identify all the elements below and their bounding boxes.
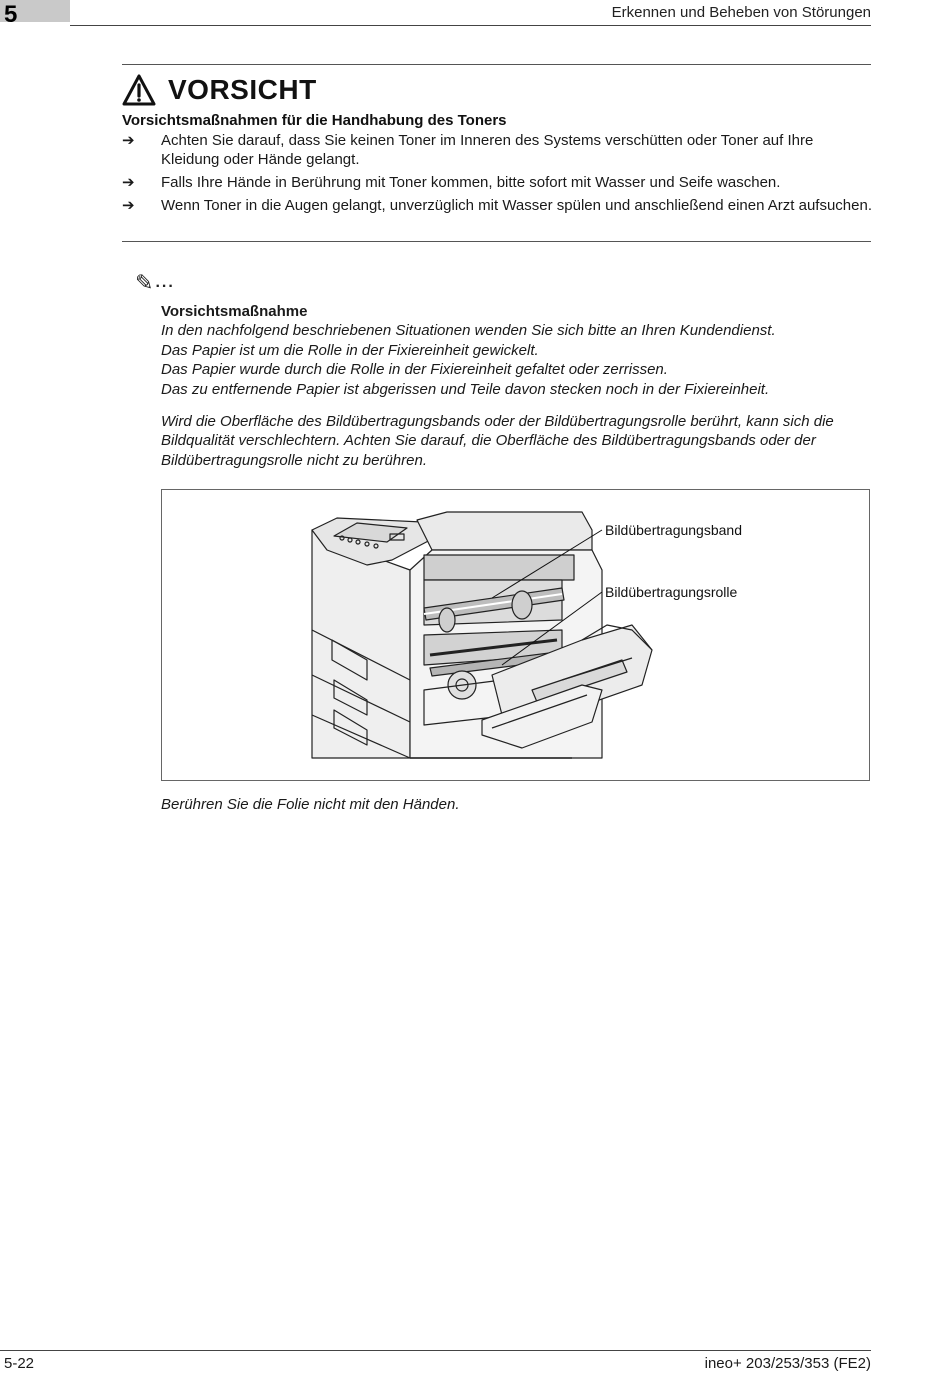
header-divider	[70, 25, 871, 26]
caution-bullet	[122, 173, 872, 192]
arrow-icon: ➔	[122, 197, 135, 214]
printer-illustration	[162, 490, 869, 780]
caution-title: VORSICHT	[168, 74, 317, 105]
callout-transfer-roller: Bildübertragungsrolle	[605, 584, 738, 600]
arrow-icon: ➔	[122, 132, 135, 149]
note-heading: Vorsichtsmaßnahme	[161, 303, 308, 320]
caution-bullet-text: Wenn Toner in die Augen gelangt, unverzüglich mit Wasser spülen und anschließend einen Arzt aufsuchen.	[161, 197, 872, 214]
arrow-icon: ➔	[122, 174, 135, 191]
note-line: Das Papier ist um die Rolle in der Fixiereinheit gewickelt.	[161, 342, 539, 359]
product-name: ineo+ 203/253/353 (FE2)	[704, 1355, 871, 1372]
note-paragraph-line: Bildübertragungsrolle nicht zu berühren.	[161, 452, 427, 469]
footer-divider	[0, 1350, 871, 1351]
chapter-number: 5	[4, 1, 18, 28]
page-number: 5-22	[4, 1355, 35, 1372]
pencil-note-icon	[135, 270, 175, 296]
note-line: In den nachfolgend beschriebenen Situationen wenden Sie sich bitte an Ihren Kundendienst.	[161, 322, 776, 339]
note-paragraph-line: Wird die Oberfläche des Bildübertragungsbands oder der Bildübertragungsrolle berührt, kann sich die	[161, 413, 834, 430]
caution-subtitle: Vorsichtsmaßnahmen für die Handhabung des Toners	[122, 112, 507, 129]
figure-box	[161, 489, 870, 781]
note-paragraph-line: Bildqualität verschlechtern. Achten Sie darauf, die Oberfläche des Bildübertragungsbands oder der	[161, 432, 816, 449]
figure-caption: Berühren Sie die Folie nicht mit den Händen.	[161, 796, 460, 813]
caution-top-divider	[122, 64, 871, 65]
caution-bullet	[122, 196, 872, 215]
warning-triangle-icon	[122, 74, 156, 106]
caution-heading	[122, 70, 317, 110]
caution-bullet	[122, 131, 872, 169]
running-header-title: Erkennen und Beheben von Störungen	[611, 4, 871, 21]
note-line: Das Papier wurde durch die Rolle in der Fixiereinheit gefaltet oder zerrissen.	[161, 361, 668, 378]
note-dots: ...	[155, 274, 175, 291]
note-line: Das zu entfernende Papier ist abgerissen und Teile davon stecken noch in der Fixiereinheit.	[161, 381, 770, 398]
pencil-icon: ✎	[135, 270, 154, 295]
callout-transfer-belt: Bildübertragungsband	[605, 522, 742, 538]
caution-bullet-text: Falls Ihre Hände in Berührung mit Toner kommen, bitte sofort mit Wasser und Seife waschen.	[161, 174, 781, 191]
caution-bullet-text: Achten Sie darauf, dass Sie keinen Toner im Inneren des Systems verschütten oder Toner auf Ihre Kleidung oder Hände gelangt.	[161, 132, 814, 168]
caution-bottom-divider	[122, 241, 871, 242]
